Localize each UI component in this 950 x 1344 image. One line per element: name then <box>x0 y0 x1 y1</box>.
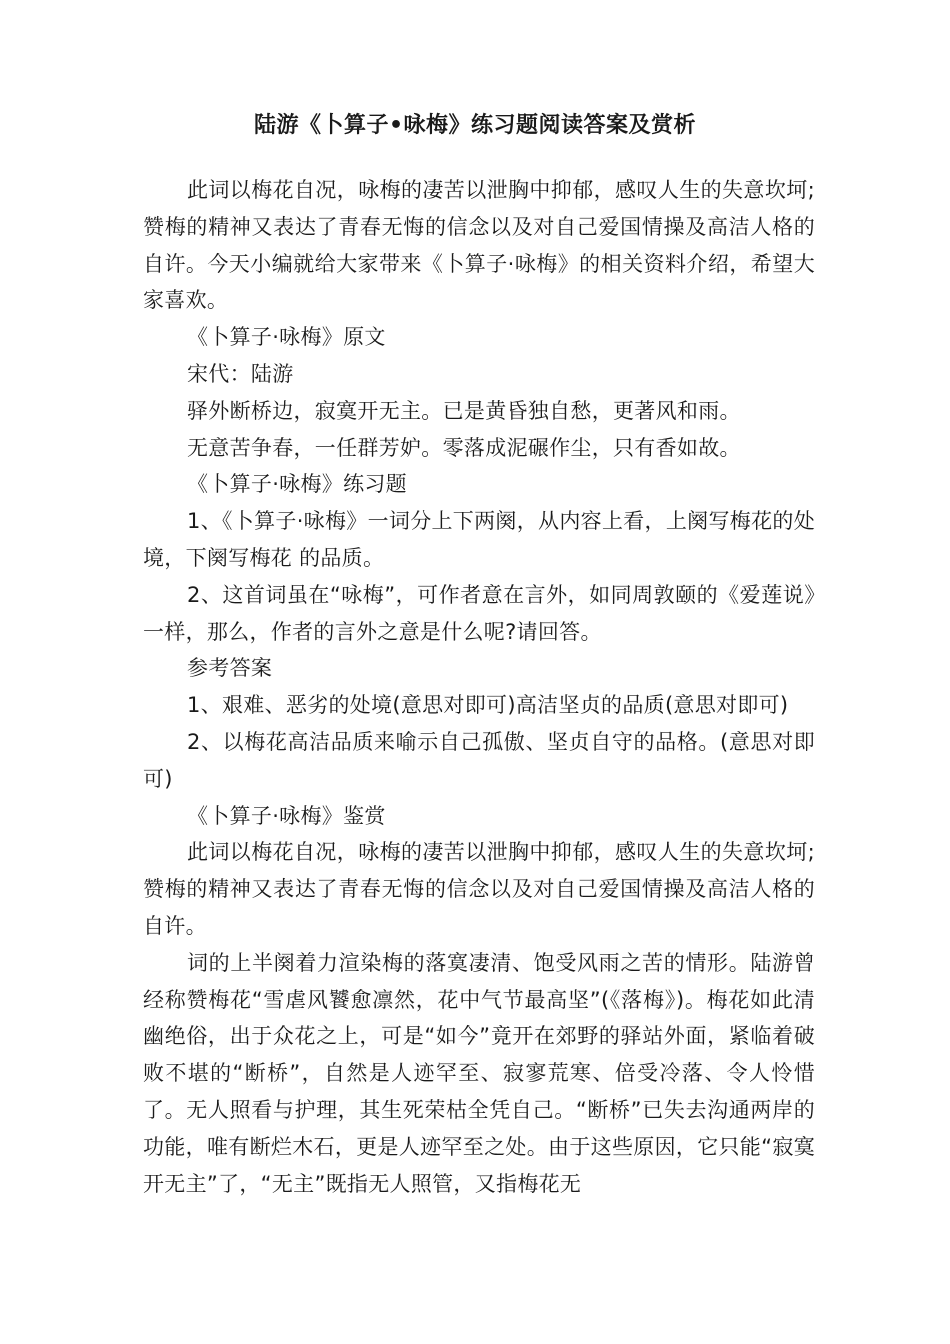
poem-line-1: 驿外断桥边，寂寞开无主。已是黄昏独自愁，更著风和雨。 <box>187 398 741 423</box>
original-text-heading: 《卜算子·咏梅》原文 <box>187 325 386 350</box>
answer-heading: 参考答案 <box>187 656 273 681</box>
intro-paragraph: 此词以梅花自况，咏梅的凄苦以泄胸中抑郁，感叹人生的失意坎坷;赞梅的精神又表达了青春无悔的信念以及对自己爱国情操及高洁人格的自许。今天小编就给大家带来《卜算子·咏梅》的相关资料介绍，希望大家喜欢。 <box>143 178 815 313</box>
appreciation-paragraph-1: 此词以梅花自况，咏梅的凄苦以泄胸中抑郁，感叹人生的失意坎坷;赞梅的精神又表达了青春无悔的信念以及对自己爱国情操及高洁人格的自许。 <box>143 840 815 938</box>
appreciation-paragraph-2: 词的上半阕着力渲染梅的落寞凄清、饱受风雨之苦的情形。陆游曾经称赞梅花“雪虐风饕愈凛然，花中气节最高坚”(《落梅》)。梅花如此清幽绝俗，出于众花之上，可是“如今”竟开在郊野的驿站外面，紧临着破败不堪的“断桥”，自然是人迹罕至、寂寥荒寒、倍受冷落、令人怜惜了。无人照看与护理，其生死荣枯全凭自己。“断桥”已失去沟通两岸的功能，唯有断烂木石，更是人迹罕至之处。由于这些原因，它只能“寂寞开无主”了，“无主”既指无人照管，又指梅花无 <box>143 950 815 1196</box>
answer-2: 2、以梅花高洁品质来喻示自己孤傲、坚贞自守的品格。(意思对即可) <box>143 729 815 791</box>
poem-line-2: 无意苦争春，一任群芳妒。零落成泥碾作尘，只有香如故。 <box>187 435 741 460</box>
document-title: 陆游《卜算子•咏梅》练习题阅读答案及赏析 <box>253 113 697 138</box>
question-1: 1、《卜算子·咏梅》一词分上下两阕，从内容上看，上阕写梅花的处境，下阕写梅花 的品质。 <box>143 509 815 570</box>
appreciation-heading: 《卜算子·咏梅》鉴赏 <box>187 803 386 828</box>
answer-1: 1、艰难、恶劣的处境(意思对即可)高洁坚贞的品质(意思对即可) <box>187 693 789 718</box>
exercise-heading: 《卜算子·咏梅》练习题 <box>187 472 407 497</box>
document-body <box>143 172 815 1202</box>
author-line: 宋代：陆游 <box>187 361 294 386</box>
question-2: 2、这首词虽在“咏梅”，可作者意在言外，如同周敦颐的《爱莲说》一样，那么，作者的言外之意是什么呢?请回答。 <box>143 582 815 644</box>
